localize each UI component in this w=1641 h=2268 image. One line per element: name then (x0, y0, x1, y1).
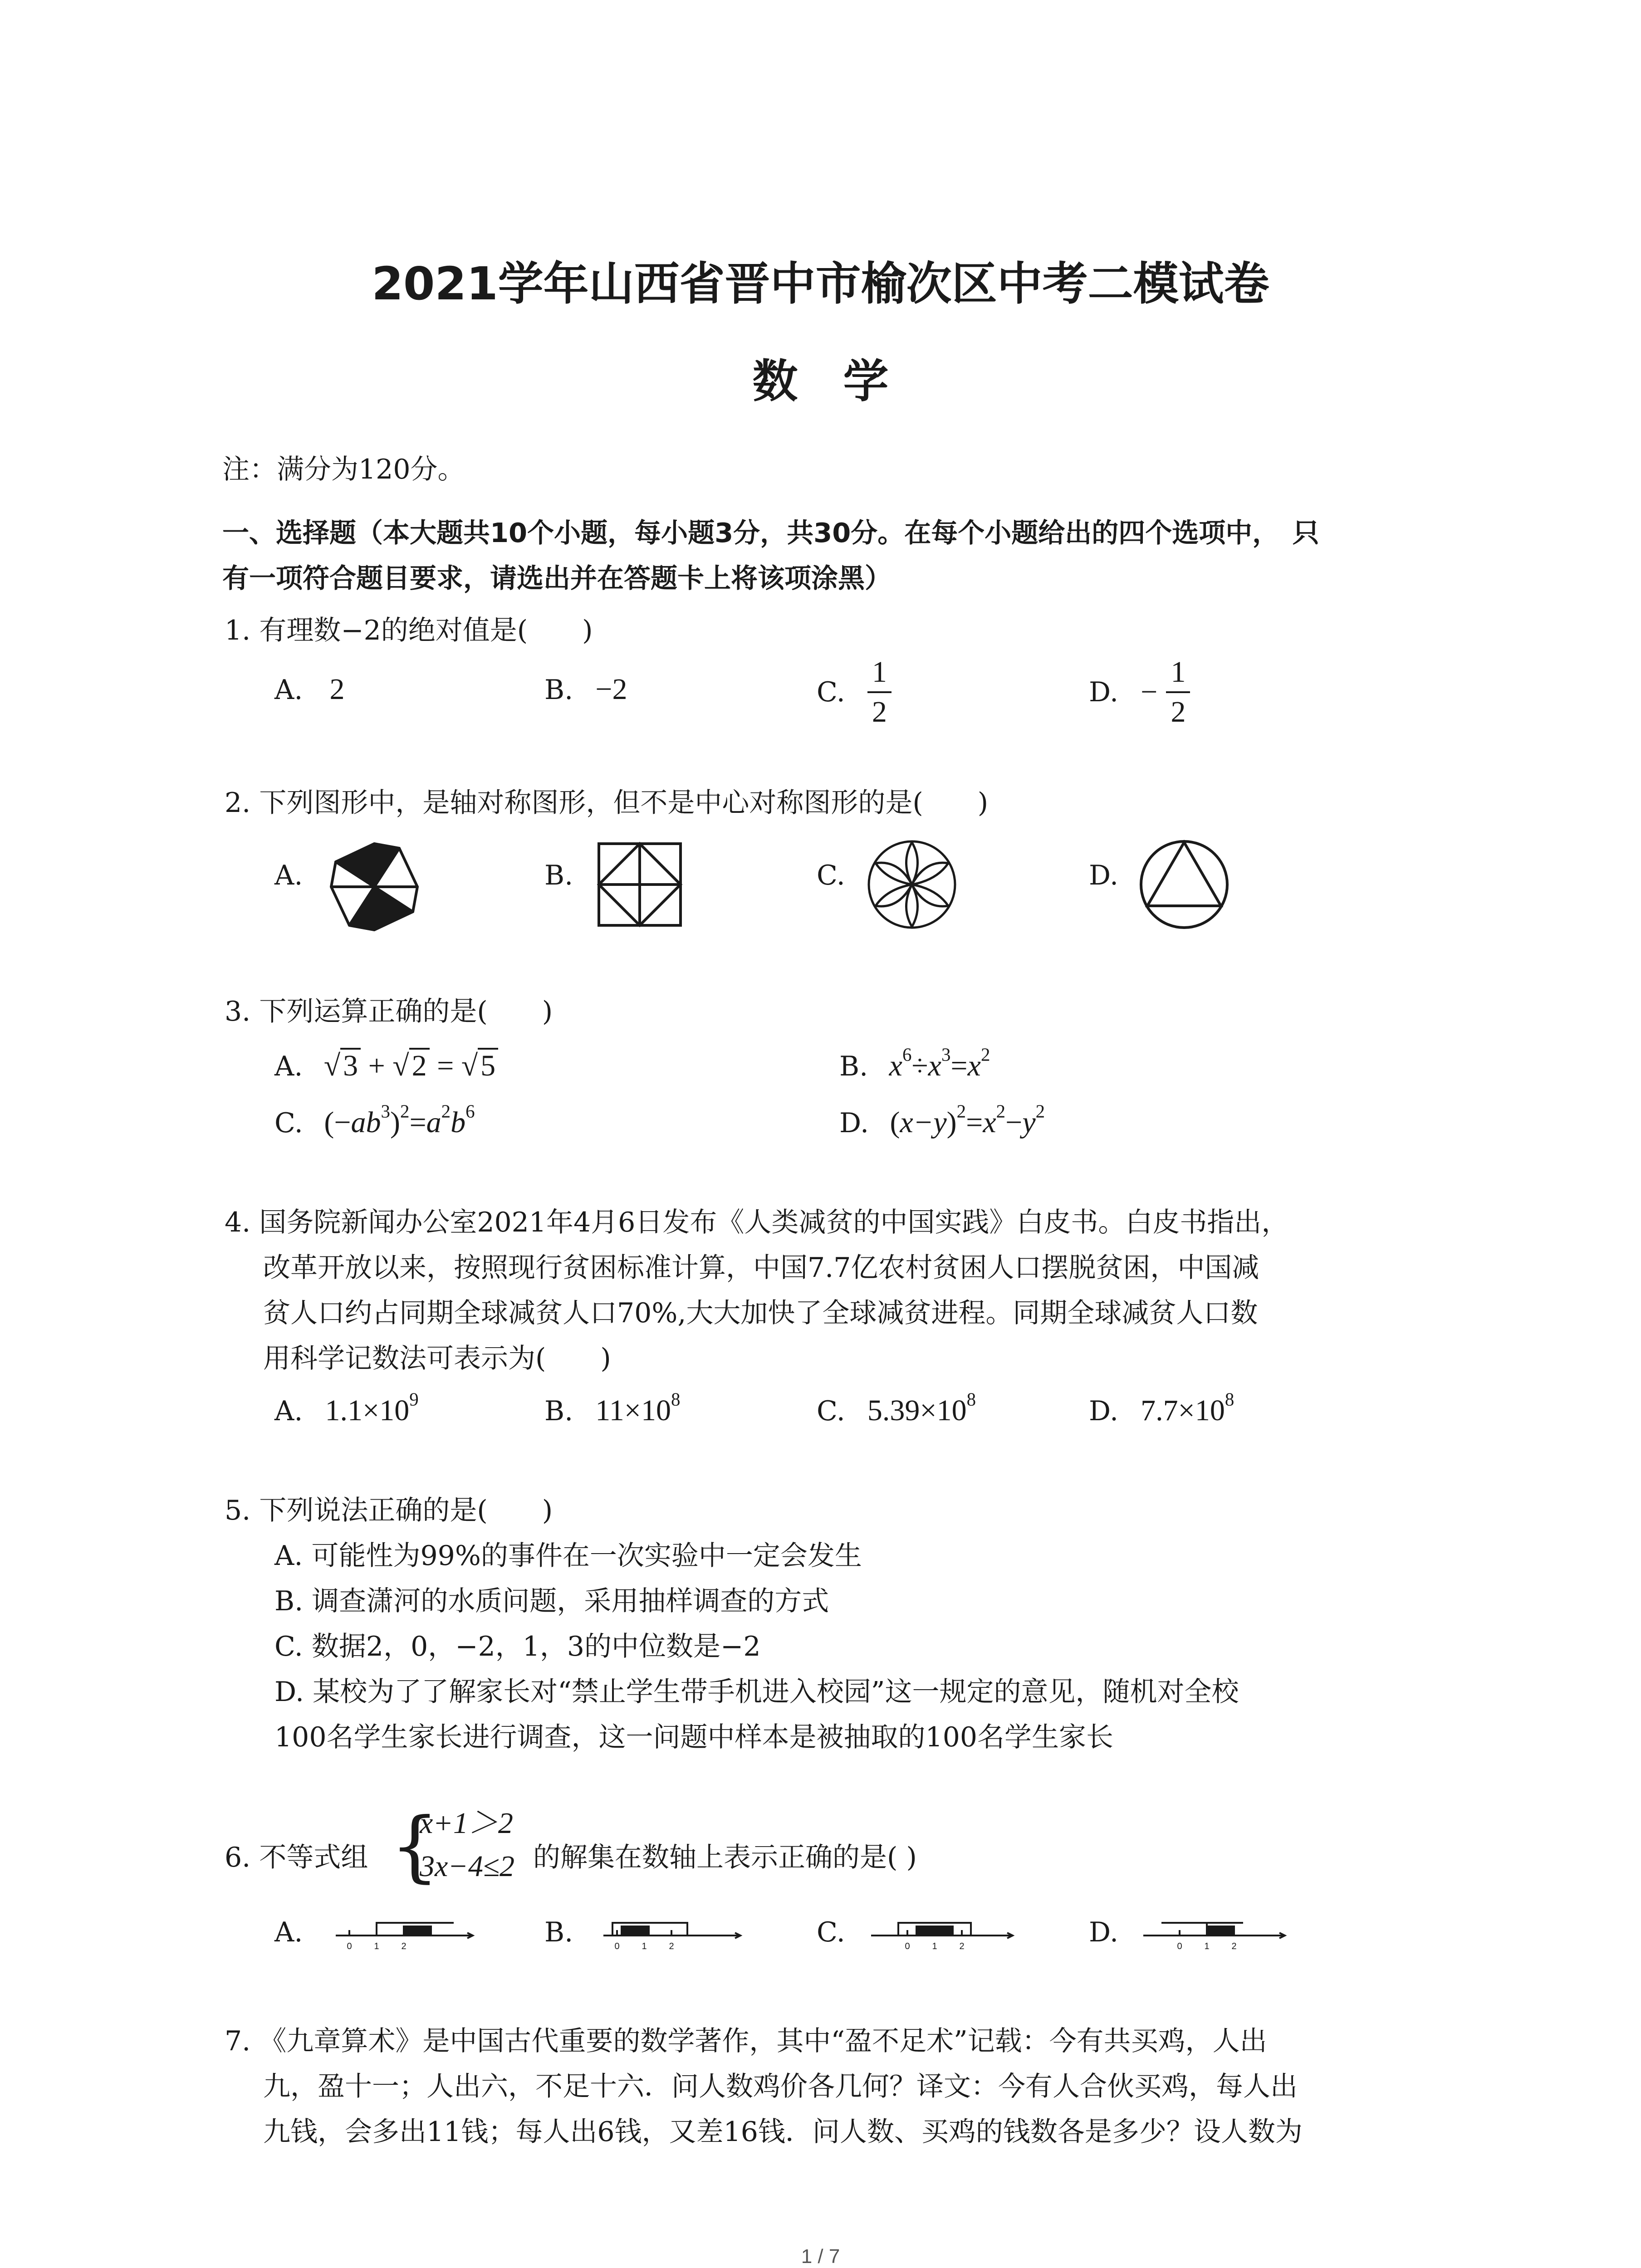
sqrt-symbol: √ (461, 1049, 478, 1082)
system-brace: { (390, 1801, 440, 1891)
var-a: a (426, 1106, 441, 1139)
q5-option-d-cont: 100名学生家长进行调查，这一问题中样本是被抽取的100名学生家长 (274, 1721, 1114, 1753)
q3-option-a (274, 1043, 498, 1089)
question-4-line-2: 改革开放以来，按照现行贫困标准计算，中国7.7亿农村贫困人口摆脱贫困，中国减 (263, 1252, 1259, 1284)
question-7-line-1: 7. 《九章算术》是中国古代重要的数学著作，其中“盈不足术”记载：今有共买鸡，人出 (225, 2025, 1267, 2057)
inequality-2: 3x−4≤2 (420, 1850, 515, 1883)
q2-option-d-label: D. (1089, 860, 1119, 891)
flower-circle-figure (864, 837, 960, 932)
exam-title: 2021学年山西省晋中市榆次区中考二模试卷 (372, 257, 1269, 310)
var-x: x (928, 1049, 941, 1082)
q5-option-b: B. 调查潇河的水质问题，采用抽样调查的方式 (274, 1585, 829, 1617)
exponent: 3 (381, 1101, 390, 1122)
q4-option-b (544, 1388, 680, 1434)
q4-d-value: $7.7\times 10^8$ (1141, 1389, 1234, 1427)
option-label: D. (1089, 1395, 1119, 1427)
q1-option-b (544, 667, 627, 713)
question-5-stem: 5. 下列说法正确的是( ) (225, 1495, 553, 1526)
tick-label-2: 2 (401, 1941, 407, 1951)
q3-a-radicand-1: 3 (340, 1048, 361, 1082)
option-label: A. (274, 1051, 303, 1082)
var-x-minus-y: x−y (900, 1106, 947, 1139)
exponent: 2 (441, 1101, 451, 1122)
option-label: A. (274, 1395, 303, 1427)
sqrt-symbol: √ (323, 1049, 341, 1082)
option-label: B. (544, 1395, 573, 1427)
tick-label-0: 0 (905, 1941, 910, 1951)
tick-label-1: 1 (374, 1941, 379, 1951)
tick-label-1: 1 (932, 1941, 937, 1951)
q1-a-value: 2 (329, 673, 345, 706)
q5-option-a: A. 可能性为99%的事件在一次实验中一定会发生 (274, 1540, 862, 1572)
q6-option-c-label: C. (817, 1916, 845, 1948)
q1-option-d (1089, 653, 1190, 731)
fraction-numerator: 1 (867, 653, 892, 693)
sqrt-symbol: √ (392, 1049, 409, 1082)
var-b: b (451, 1106, 466, 1139)
exponent: 3 (941, 1044, 951, 1065)
question-7-line-2: 九，盈十一；人出六，不足十六．问人数鸡价各几何？译文：今有人合伙买鸡，每人出 (263, 2071, 1298, 2102)
question-2-stem: 2. 下列图形中，是轴对称图形，但不是中心对称图形的是( ) (225, 787, 989, 819)
number-line-d (1143, 1916, 1293, 1957)
q3-option-b (839, 1043, 990, 1089)
exponent: 2 (1035, 1101, 1045, 1122)
score-note: 注：满分为120分。 (222, 454, 465, 485)
square-diamond-figure (594, 839, 685, 930)
exponent: 2 (996, 1101, 1006, 1122)
equals-sign: = (950, 1049, 968, 1082)
option-label: D. (839, 1107, 869, 1139)
q5-option-d: D. 某校为了了解家长对“禁止学生带手机进入校园”这一规定的意见，随机对全校 (274, 1676, 1239, 1708)
question-3-stem: 3. 下列运算正确的是( ) (225, 996, 553, 1027)
number-line-c (871, 1916, 1021, 1957)
q2-option-b-label: B. (544, 860, 573, 891)
var-x: x (983, 1106, 996, 1139)
circle-triangle-figure (1136, 837, 1232, 932)
exponent: 2 (400, 1101, 410, 1122)
tick-label-2: 2 (959, 1941, 965, 1951)
tick-label-1: 1 (642, 1941, 647, 1951)
var-x: x (889, 1049, 902, 1082)
tick-label-0: 0 (347, 1941, 352, 1951)
question-6-suffix: 的解集在数轴上表示正确的是( ) (533, 1842, 917, 1873)
q6-option-d-label: D. (1089, 1916, 1119, 1948)
option-label: B. (839, 1051, 868, 1082)
exponent: 2 (980, 1044, 990, 1065)
exponent: 6 (902, 1044, 912, 1065)
option-label: C. (817, 1395, 845, 1427)
tick-label-2: 2 (669, 1941, 674, 1951)
var-ab: ab (351, 1106, 381, 1139)
q3-a-radicand-2: 2 (409, 1048, 430, 1082)
page-number: 1 / 7 (801, 2245, 840, 2268)
q4-c-value: $5.39\times 10^8$ (867, 1389, 976, 1427)
var-x: x (967, 1049, 981, 1082)
q1-option-a (274, 667, 344, 713)
fraction-denominator: 2 (1171, 695, 1186, 728)
number-line-a (336, 1916, 481, 1957)
question-7-line-3: 九钱，会多出11钱；每人出6钱，又差16钱．问人数、买鸡的钱数各是多少？设人数为 (263, 2116, 1303, 2148)
inequality-1: x+1＞2 (420, 1807, 513, 1840)
tick-label-1: 1 (1204, 1941, 1210, 1951)
var-y: y (1022, 1106, 1036, 1139)
fraction-numerator: 1 (1166, 653, 1190, 693)
q4-option-c (817, 1388, 976, 1434)
option-label: D. (1089, 676, 1119, 708)
number-line-b (603, 1916, 749, 1957)
paren-open: ( (890, 1106, 900, 1139)
q5-option-c: C. 数据2，0，−2，1，3的中位数是−2 (274, 1631, 761, 1662)
question-4-line-1: 4. 国务院新闻办公室2021年4月6日发布《人类减贫的中国实践》白皮书。白皮书指出， (225, 1207, 1289, 1238)
minus-sign: − (1005, 1106, 1023, 1139)
q3-option-c (274, 1100, 475, 1146)
question-4-line-3: 贫人口约占同期全球减贫人口70%,大大加快了全球减贫进程。同期全球减贫人口数 (263, 1297, 1258, 1329)
paren-close: ) (390, 1106, 400, 1139)
exponent: 6 (465, 1101, 475, 1122)
plus-sign: + (368, 1049, 385, 1082)
equals-sign: = (437, 1049, 454, 1082)
option-label: C. (274, 1107, 303, 1139)
option-label: A. (274, 674, 303, 706)
q6-option-b-label: B. (544, 1916, 573, 1948)
q4-option-d (1089, 1388, 1234, 1434)
exponent: 2 (956, 1101, 966, 1122)
q2-option-a-label: A. (274, 860, 303, 891)
q1-option-c (817, 653, 892, 731)
q3-option-d (839, 1100, 1045, 1146)
option-label: B. (544, 674, 573, 706)
subject-title: 数 学 (752, 355, 889, 408)
tick-label-0: 0 (1177, 1941, 1182, 1951)
equals-sign: = (409, 1106, 426, 1139)
q1-d-sign: − (1141, 675, 1158, 709)
paren-open: (− (324, 1106, 351, 1139)
q3-a-radicand-3: 5 (478, 1048, 498, 1082)
tick-label-2: 2 (1231, 1941, 1237, 1951)
q6-option-a-label: A. (274, 1916, 303, 1948)
q1-c-fraction (867, 653, 892, 731)
q1-d-fraction (1166, 653, 1190, 731)
option-label: C. (817, 676, 845, 708)
section-heading-cont: 有一项符合题目要求，请选出并在答题卡上将该项涂黑） (222, 562, 892, 594)
q4-option-a (274, 1388, 419, 1434)
question-4-line-4: 用科学记数法可表示为( ) (263, 1343, 611, 1374)
question-6-prefix: 6. 不等式组 (225, 1842, 368, 1873)
fraction-denominator: 2 (872, 695, 887, 728)
q2-option-c-label: C. (817, 860, 845, 891)
divide-sign: ÷ (911, 1049, 928, 1082)
q4-a-value: $1.1\times 10^9$ (325, 1389, 419, 1427)
question-1-stem: 1. 有理数−2的绝对值是( ) (225, 615, 593, 646)
pinwheel-figure (318, 830, 431, 943)
paren-close: ) (946, 1106, 957, 1139)
q1-b-value: −2 (595, 673, 627, 706)
q4-b-value: $11\times 10^8$ (595, 1389, 681, 1427)
tick-label-0: 0 (614, 1941, 620, 1951)
section-heading: 一、选择题（本大题共10个小题，每小题3分，共30分。在每个小题给出的四个选项中， 只 (222, 517, 1319, 548)
equals-sign: = (966, 1106, 983, 1139)
